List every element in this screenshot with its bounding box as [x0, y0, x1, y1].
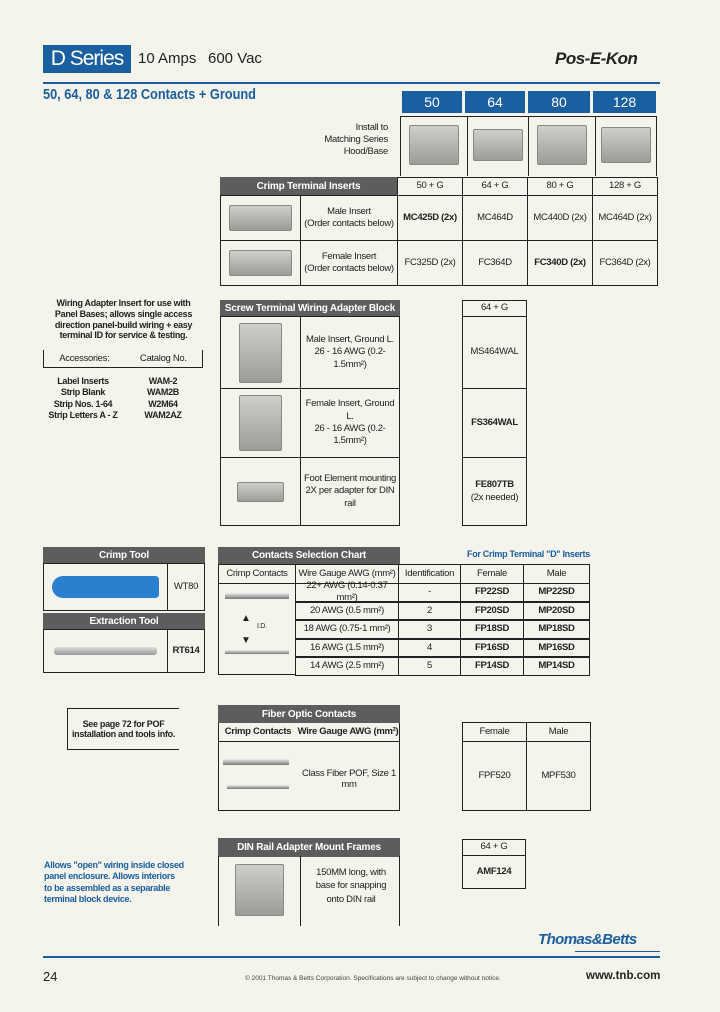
col-header: 50 + G	[397, 177, 463, 196]
col-header: Crimp Contacts	[224, 726, 292, 737]
wire-gauge: 14 AWG (2.5 mm²)	[295, 657, 399, 676]
id-arrow-up-icon: ▲	[241, 613, 251, 624]
pof-note: See page 72 for POF installation and tools info.	[67, 708, 179, 750]
col-header: Identification	[398, 564, 461, 584]
foot-element-image	[220, 457, 301, 526]
catalog-number: MC464D (2x)	[592, 195, 658, 241]
col-header: Female	[460, 564, 524, 584]
wire-gauge: 18 AWG (0.75-1 mm²)	[295, 620, 399, 639]
col-header: Male	[526, 722, 591, 742]
male-part: MP16SD	[523, 639, 590, 658]
identification: 2	[398, 602, 461, 621]
female-insert-label	[300, 240, 398, 286]
install-label-line: Hood/Base	[343, 145, 388, 157]
page-number: 24	[43, 969, 58, 984]
accessories-list	[43, 376, 203, 421]
id-arrow-down-icon: ▼	[241, 635, 251, 646]
col-header: Male	[523, 564, 590, 584]
contact-row	[295, 579, 590, 604]
female-insert-image	[220, 240, 301, 286]
contact-row	[295, 620, 590, 639]
male-part: MP18SD	[523, 620, 590, 639]
accessory-number: W2M64	[148, 398, 178, 409]
logo-underline	[575, 951, 660, 952]
catalog-number: FE807TB	[475, 479, 514, 491]
adapter-name: Male Insert, Ground L.	[306, 333, 394, 345]
fiber-female-part: FPF520	[462, 741, 527, 811]
din-title: DIN Rail Adapter Mount Frames	[218, 838, 400, 857]
wire-gauge: 22+ AWG (0.14-0.37 mm²)	[295, 583, 399, 602]
crimp-tool-number: WT80	[167, 563, 205, 611]
col-header: Crimp Contacts	[218, 564, 296, 584]
contacts-chart-title: Contacts Selection Chart	[218, 547, 400, 564]
identification: -	[398, 583, 461, 602]
wire-gauge: 20 AWG (0.5 mm²)	[295, 602, 399, 621]
col-header: Wire Gauge AWG (mm²)	[297, 726, 399, 737]
din-frame-image	[219, 856, 301, 926]
accessory-name: Strip Nos. 1-64	[53, 398, 113, 409]
catalog-number: MC464D	[462, 195, 528, 241]
amps-rating: 10 Amps	[138, 50, 197, 67]
accessory-name: Strip Blank	[60, 387, 106, 398]
identification: 5	[398, 657, 461, 676]
male-part: MP14SD	[523, 657, 590, 676]
col-header: 64 + G	[462, 839, 526, 856]
female-part: FP14SD	[460, 657, 524, 676]
accessory-name: Label Inserts	[57, 376, 109, 386]
female-adapter-label	[300, 388, 400, 458]
website-link[interactable]: www.tnb.com	[586, 970, 661, 982]
column-header-128: 128	[593, 91, 656, 113]
catalog-number: MC425D (2x)	[397, 195, 463, 241]
crimp-tool-image	[43, 563, 168, 611]
female-part: FP18SD	[460, 620, 524, 639]
din-table	[218, 856, 400, 926]
adapter-name: Foot Element mounting	[304, 472, 396, 484]
screw-block-title: Screw Terminal Wiring Adapter Block	[220, 300, 400, 317]
column-header-64: 64	[465, 91, 525, 113]
header-rule	[43, 82, 660, 84]
footer-rule	[43, 956, 660, 958]
female-part: FP20SD	[460, 602, 524, 621]
female-contact-image	[225, 593, 289, 599]
column-header-80: 80	[528, 91, 590, 113]
din-part-number: AMF124	[462, 855, 526, 889]
accessory-number: WAM-2	[148, 376, 178, 386]
crimp-tool-title: Crimp Tool	[43, 547, 205, 564]
insert-name: Female Insert	[321, 250, 377, 262]
female-adapter-image	[220, 388, 301, 458]
crimp-inserts-title: Crimp Terminal Inserts	[220, 177, 397, 195]
fiber-female-contact-image	[223, 759, 289, 765]
col-header: 64 + G	[462, 300, 527, 317]
extraction-tool-title: Extraction Tool	[43, 613, 205, 630]
insert-note: (Order contacts below)	[304, 218, 394, 229]
fiber-header-row	[219, 723, 399, 742]
id-label: I.D.	[257, 623, 267, 630]
contact-row	[295, 657, 590, 676]
insert-name: Male Insert	[327, 205, 371, 217]
catalog-number: MS464WAL	[462, 316, 527, 389]
foot-element-label	[300, 457, 400, 526]
catalog-number: FC364D	[462, 240, 528, 286]
install-label	[300, 122, 388, 158]
identification: 4	[398, 639, 461, 658]
fiber-male-part: MPF530	[526, 741, 591, 811]
accessories-header	[43, 350, 203, 368]
accessory-row	[43, 410, 203, 421]
male-adapter-label	[300, 316, 400, 389]
page-subtitle: 50, 64, 80 & 128 Contacts + Ground	[43, 86, 256, 103]
adapter-name: Female Insert, Ground L.	[305, 398, 395, 422]
female-part: FP22SD	[460, 583, 524, 602]
din-note: Allows "open" wiring inside closed panel enclosure. Allows interiors to be assembled as a separable terminal block device.	[44, 860, 184, 904]
fiber-male-contact-image	[227, 785, 289, 789]
contact-row	[295, 602, 590, 621]
extraction-tool-number: RT614	[167, 629, 205, 673]
catalog-no-label: Catalog No.	[139, 353, 187, 364]
accessory-number: WAM2B	[147, 387, 179, 398]
hood-80-image	[529, 117, 596, 176]
accessory-number: WAM2AZ	[144, 409, 182, 420]
pos-e-kon-logo: Pos-E-Kon	[555, 49, 638, 68]
fiber-table	[218, 723, 400, 811]
male-insert-label	[300, 195, 398, 241]
adapter-note: Wiring Adapter Insert for use with Panel Bases; allows single access direction panel-build wiring + easy terminal ID for service & testing.	[54, 298, 193, 341]
male-part: MP20SD	[523, 602, 590, 621]
hood-images	[400, 116, 657, 176]
foot-element-number	[462, 457, 527, 526]
accessory-name: Strip Letters A - Z	[48, 409, 118, 420]
copyright: © 2001 Thomas & Betts Corporation. Specifications are subject to change without notice.	[245, 975, 501, 982]
col-header: Female	[462, 722, 527, 742]
accessory-row	[43, 376, 203, 387]
hood-64-image	[468, 117, 529, 176]
catalog-number: FC325D (2x)	[397, 240, 463, 286]
identification: 3	[398, 620, 461, 639]
col-header: 64 + G	[462, 177, 528, 196]
catalog-number: MC440D (2x)	[527, 195, 593, 241]
install-label-line: Matching Series	[324, 133, 388, 145]
male-contact-image	[225, 650, 289, 654]
accessories-label: Accessories:	[59, 353, 110, 364]
install-label-line: Install to	[355, 122, 388, 133]
adapter-gauge: 26 - 16 AWG (0.2-1.5mm²)	[314, 346, 386, 370]
adapter-gauge: 26 - 16 AWG (0.2-1.5mm²)	[314, 423, 386, 447]
hood-50-image	[401, 117, 468, 176]
column-header-50: 50	[402, 91, 462, 113]
female-part: FP16SD	[460, 639, 524, 658]
hood-128-image	[596, 117, 656, 176]
male-adapter-image	[220, 316, 301, 389]
voltage-rating: 600 Vac	[208, 50, 262, 67]
fiber-title: Fiber Optic Contacts	[218, 705, 400, 723]
extraction-tool-image	[43, 629, 168, 673]
wire-gauge: 16 AWG (1.5 mm²)	[295, 639, 399, 658]
accessory-row	[43, 399, 203, 410]
adapter-gauge: 2X per adapter for DIN rail	[305, 485, 395, 509]
contact-row	[295, 639, 590, 658]
contacts-chart-note: For Crimp Terminal "D" Inserts	[467, 549, 590, 559]
insert-note: (Order contacts below)	[304, 263, 394, 274]
din-description: 150MM long, with base for snapping onto DIN rail	[315, 867, 387, 905]
male-part: MP22SD	[523, 583, 590, 602]
series-title: D Series	[43, 45, 131, 73]
catalog-number: FS364WAL	[462, 388, 527, 458]
col-header: Wire Gauge AWG (mm²)	[295, 564, 399, 584]
col-header: 80 + G	[527, 177, 593, 196]
contacts-rows	[295, 579, 590, 676]
quantity-note: (2x needed)	[470, 491, 519, 503]
male-insert-image	[220, 195, 301, 241]
col-header: 128 + G	[592, 177, 658, 196]
crimp-contacts-image	[218, 583, 296, 675]
catalog-number: FC340D (2x)	[527, 240, 593, 286]
catalog-number: FC364D (2x)	[592, 240, 658, 286]
fiber-description: Class Fiber POF, Size 1 mm	[302, 768, 396, 790]
thomas-betts-logo: Thomas&Betts	[538, 931, 637, 948]
accessory-row	[43, 387, 203, 398]
